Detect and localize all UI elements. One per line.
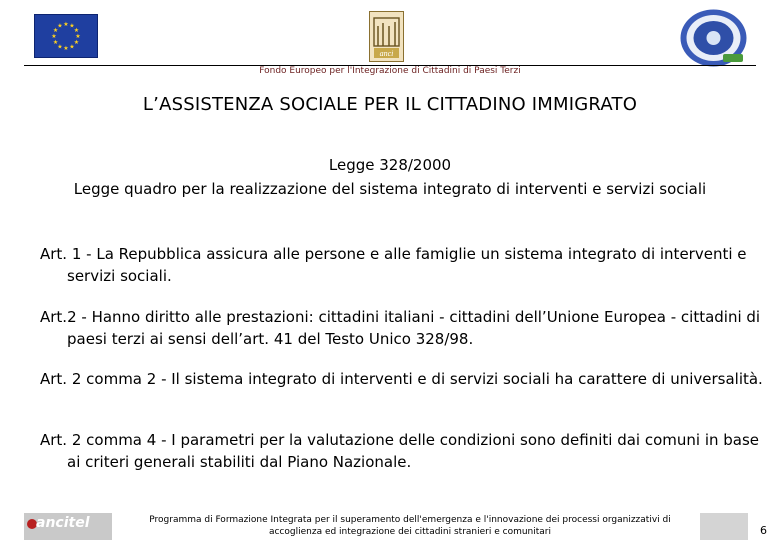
- ancitel-logo-text: ancitel: [36, 515, 90, 531]
- ancitel-logo: [24, 513, 112, 540]
- article-2-comma-2: Art. 2 comma 2 - Il sistema integrato di interventi e di servizi sociali ha carattere di universalità.: [40, 370, 763, 388]
- eu-star-icon: ★: [52, 39, 59, 46]
- eu-star-icon: ★: [63, 21, 69, 28]
- footer-band: [700, 513, 748, 540]
- anci-building-icon: [370, 12, 403, 61]
- anci-logo-text: anci: [379, 49, 394, 58]
- eu-star-icon: ★: [57, 22, 63, 30]
- page-number: 6: [760, 524, 767, 537]
- seal-emblem-icon: [679, 8, 748, 68]
- anci-logo: [369, 11, 404, 62]
- program-line-2: accoglienza ed integrazione dei cittadini stranieri e comunitari: [268, 527, 552, 537]
- eu-star-icon: ★: [73, 27, 80, 34]
- eu-flag-logo: [34, 14, 98, 58]
- article-2: Art.2 - Hanno diritto alle prestazioni: cittadini italiani - cittadini dell’Unione Europea - cittadini di paesi terzi ai sensi dell’art. 41 del Testo Unico 328/98.: [40, 308, 761, 348]
- slide-title: L’ASSISTENZA SOCIALE PER IL CITTADINO IMMIGRATO: [142, 94, 638, 115]
- eu-star-icon: ★: [69, 43, 75, 51]
- eu-star-icon: ★: [57, 43, 63, 51]
- law-description: Legge quadro per la realizzazione del sistema integrato di interventi e servizi sociali: [73, 180, 707, 198]
- eu-stars-icon: [35, 15, 97, 57]
- eu-star-icon: ★: [51, 33, 57, 40]
- law-number: Legge 328/2000: [328, 156, 452, 174]
- association-seal: [679, 8, 748, 68]
- eu-star-icon: ★: [52, 27, 59, 34]
- eu-star-icon: ★: [63, 45, 69, 52]
- article-1: Art. 1 - La Repubblica assicura alle persone e alle famiglie un sistema integrato di interventi e servizi sociali.: [40, 245, 747, 285]
- program-footer: [120, 514, 700, 538]
- eu-star-icon: ★: [69, 22, 75, 30]
- eu-star-icon: ★: [75, 33, 81, 40]
- fund-caption: Fondo Europeo per l'Integrazione di Cittadini di Paesi Terzi: [259, 66, 521, 76]
- eu-star-icon: ★: [73, 39, 80, 46]
- program-line-1: Programma di Formazione Integrata per il superamento dell'emergenza e l'innovazione dei processi organizzativi di: [149, 515, 671, 525]
- article-2-comma-4: Art. 2 comma 4 - I parametri per la valutazione delle condizioni sono definiti dai comuni in base ai criteri generali stabiliti dal Piano Nazionale.: [40, 431, 760, 471]
